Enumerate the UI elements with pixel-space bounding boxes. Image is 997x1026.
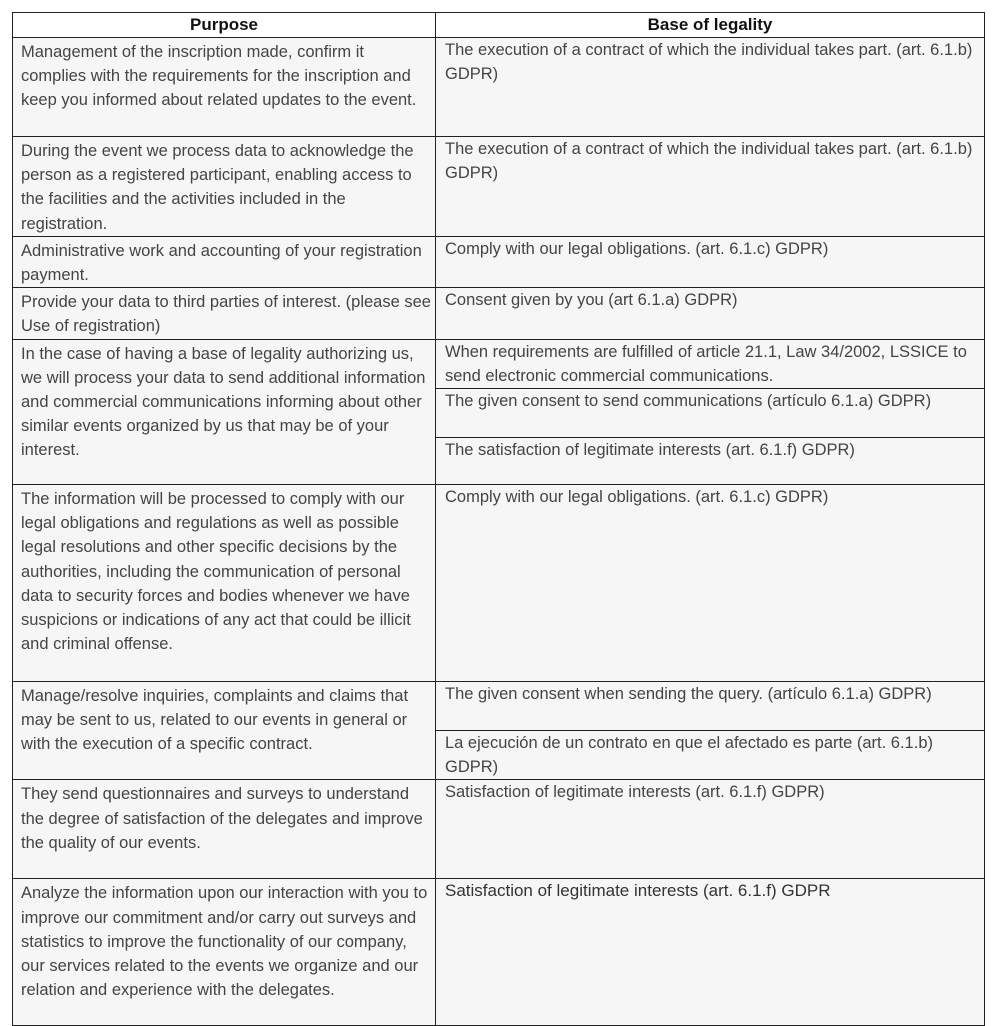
purpose-cell: In the case of having a base of legality authorizing us, we will process your data to send additional information and commercial communications informing about other similar events organized by us that may be of your interest. xyxy=(13,339,436,484)
table-row xyxy=(13,339,985,388)
legal-basis-cell: The execution of a contract of which the individual takes part. (art. 6.1.b) GDPR) xyxy=(436,137,985,237)
table-row xyxy=(13,38,985,137)
purpose-cell: Analyze the information upon our interaction with you to improve our commitment and/or carry out surveys and statistics to improve the functionality of our company, our services related to the events we organize and our relation and experience with the delegates. xyxy=(13,879,436,1026)
legal-basis-cell: The satisfaction of legitimate interests (art. 6.1.f) GDPR) xyxy=(436,438,985,485)
table-row xyxy=(13,485,985,682)
legal-basis-cell: When requirements are fulfilled of article 21.1, Law 34/2002, LSSICE to send electronic commercial communications. xyxy=(436,339,985,388)
legal-basis-cell: The execution of a contract of which the individual takes part. (art. 6.1.b) GDPR) xyxy=(436,38,985,137)
table-row xyxy=(13,288,985,339)
purpose-cell: During the event we process data to acknowledge the person as a registered participant, enabling access to the facilities and the activities included in the registration. xyxy=(13,137,436,237)
legal-basis-cell: La ejecución de un contrato en que el afectado es parte (art. 6.1.b) GDPR) xyxy=(436,731,985,780)
column-header-purpose: Purpose xyxy=(13,13,436,38)
table-row xyxy=(13,780,985,879)
purpose-cell: They send questionnaires and surveys to understand the degree of satisfaction of the delegates and improve the quality of our events. xyxy=(13,780,436,879)
purpose-cell: Provide your data to third parties of interest. (please see Use of registration) xyxy=(13,288,436,339)
purpose-cell: Management of the inscription made, confirm it complies with the requirements for the inscription and keep you informed about related updates to the event. xyxy=(13,38,436,137)
table-header-row xyxy=(13,13,985,38)
legal-basis-cell: Satisfaction of legitimate interests (art. 6.1.f) GDPR) xyxy=(436,780,985,879)
legal-basis-cell: The given consent to send communications (artículo 6.1.a) GDPR) xyxy=(436,389,985,438)
table-row xyxy=(13,879,985,1026)
purpose-cell: Administrative work and accounting of your registration payment. xyxy=(13,236,436,287)
table-row xyxy=(13,137,985,237)
column-header-base-of-legality: Base of legality xyxy=(436,13,985,38)
table-row xyxy=(13,236,985,287)
legal-basis-cell: The given consent when sending the query. (artículo 6.1.a) GDPR) xyxy=(436,682,985,731)
gdpr-purpose-table xyxy=(12,12,985,1026)
legal-basis-cell: Comply with our legal obligations. (art. 6.1.c) GDPR) xyxy=(436,485,985,682)
purpose-cell: The information will be processed to comply with our legal obligations and regulations as well as possible legal resolutions and other specific decisions by the authorities, including the communication of personal data to security forces and bodies whenever we have suspicions or indications of any act that could be illicit and criminal offense. xyxy=(13,485,436,682)
legal-basis-cell: Satisfaction of legitimate interests (art. 6.1.f) GDPR xyxy=(436,879,985,1026)
table-row xyxy=(13,682,985,731)
legal-basis-cell: Consent given by you (art 6.1.a) GDPR) xyxy=(436,288,985,339)
purpose-cell: Manage/resolve inquiries, complaints and claims that may be sent to us, related to our events in general or with the execution of a specific contract. xyxy=(13,682,436,780)
legal-basis-cell: Comply with our legal obligations. (art. 6.1.c) GDPR) xyxy=(436,236,985,287)
